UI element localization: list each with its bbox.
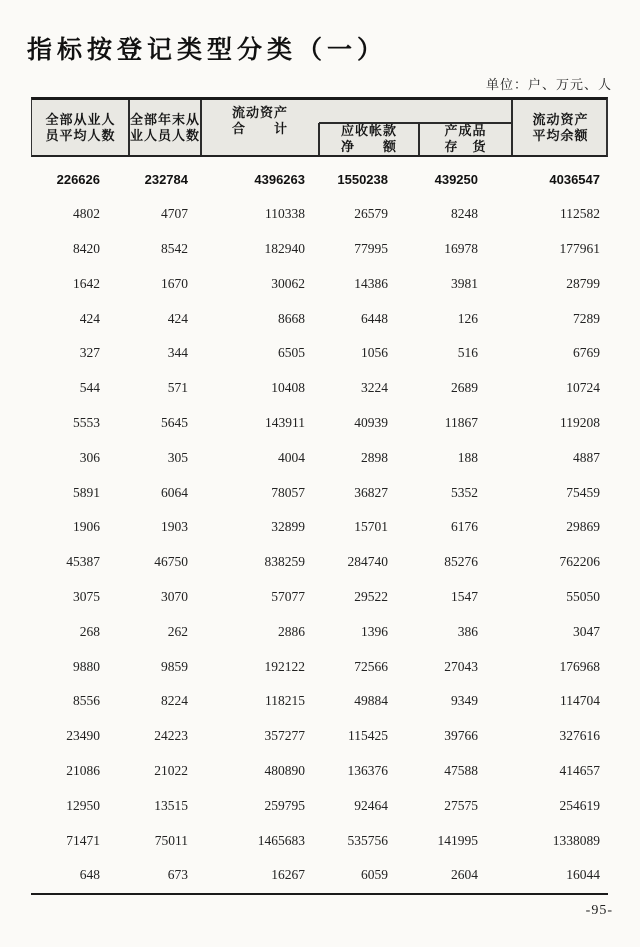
table-cell: 118215	[265, 693, 305, 709]
column-header-finished-goods-inventory	[419, 121, 512, 157]
table-cell: 5553	[73, 414, 100, 430]
table-row	[31, 788, 608, 823]
column-header-receivables-net	[319, 121, 419, 157]
table-cell: 10724	[566, 380, 600, 396]
table-cell: 254619	[559, 797, 600, 813]
table-cell: 30062	[271, 275, 305, 291]
table-cell: 12950	[66, 797, 100, 813]
table-row	[31, 545, 608, 580]
column-header-current-assets-total	[201, 102, 319, 140]
table-cell: 77995	[354, 240, 388, 256]
table-cell: 1642	[73, 275, 100, 291]
table-cell: 21022	[154, 762, 188, 778]
table-row	[31, 301, 608, 336]
table-cell: 8420	[73, 240, 100, 256]
table-cell: 8248	[451, 206, 478, 222]
table-row	[31, 475, 608, 510]
table-cell: 5891	[73, 484, 100, 500]
table-cell: 344	[167, 345, 188, 361]
table-cell: 6448	[361, 310, 388, 326]
table-cell: 1056	[361, 345, 388, 361]
table-row	[31, 684, 608, 719]
table-cell: 1338089	[552, 832, 600, 848]
column-header-label: 流动资产	[532, 111, 589, 127]
table-cell: 75011	[154, 832, 188, 848]
table-cell: 177961	[559, 240, 600, 256]
table-cell: 78057	[271, 484, 305, 500]
table-cell: 71471	[66, 832, 100, 848]
table-body	[31, 157, 608, 895]
table-cell: 1396	[361, 623, 388, 639]
table-cell: 648	[79, 867, 100, 883]
table-row	[31, 371, 608, 406]
table-cell: 3224	[361, 380, 388, 396]
table-cell: 8224	[161, 693, 188, 709]
table-cell: 535756	[347, 832, 388, 848]
table-row	[31, 197, 608, 232]
table-cell: 32899	[271, 519, 305, 535]
table-cell: 424	[167, 310, 188, 326]
table-cell: 762206	[559, 554, 600, 570]
table-cell: 29522	[354, 588, 388, 604]
table-cell: 114704	[560, 693, 600, 709]
table-cell: 72566	[354, 658, 388, 674]
table-cell: 386	[457, 623, 478, 639]
table-cell: 673	[167, 867, 188, 883]
column-header-label: 流动资产	[231, 105, 288, 120]
table-cell: 571	[167, 380, 188, 396]
table-cell: 110338	[265, 206, 305, 222]
table-cell: 45387	[66, 554, 100, 570]
column-header-current-assets-average	[512, 100, 609, 155]
table-row	[31, 232, 608, 267]
table-cell: 2689	[451, 380, 478, 396]
table-cell: 4887	[573, 449, 600, 465]
table-cell: 2898	[361, 449, 388, 465]
table-cell: 15701	[354, 519, 388, 535]
table-cell: 8668	[278, 310, 305, 326]
table-row	[31, 754, 608, 789]
table-cell: 39766	[444, 728, 478, 744]
table-cell: 112582	[560, 206, 600, 222]
table-cell: 6505	[278, 345, 305, 361]
table-cell: 424	[79, 310, 100, 326]
table-cell: 305	[167, 449, 188, 465]
table-cell: 46750	[154, 554, 188, 570]
table-cell: 4802	[73, 206, 100, 222]
table-cell: 11867	[444, 414, 478, 430]
table-cell: 480890	[264, 762, 305, 778]
page-number: -95-	[585, 903, 613, 918]
table-cell: 838259	[264, 554, 305, 570]
column-header-label: 存 货	[444, 139, 487, 154]
column-header-label: 平均余额	[532, 127, 589, 143]
table-cell: 284740	[347, 554, 388, 570]
table-cell: 2604	[451, 867, 478, 883]
table-row	[31, 440, 608, 475]
header-divider	[128, 100, 130, 155]
table-cell: 6059	[361, 867, 388, 883]
table-row	[31, 614, 608, 649]
table-cell: 5352	[451, 484, 478, 500]
header-divider	[318, 123, 320, 155]
page-title: 指标按登记类型分类（一）	[27, 36, 388, 64]
table-cell: 327	[79, 345, 100, 361]
table-cell: 4004	[278, 449, 305, 465]
table-cell: 141995	[437, 832, 478, 848]
table-cell: 1550238	[337, 171, 388, 187]
table-cell: 1903	[161, 519, 188, 535]
table-cell: 16044	[566, 867, 600, 883]
table-row	[31, 580, 608, 615]
table-row	[31, 649, 608, 684]
column-header-total-employees-average	[32, 100, 129, 155]
table-cell: 544	[79, 380, 100, 396]
table-cell: 24223	[154, 728, 188, 744]
table-cell: 4707	[161, 206, 188, 222]
header-subcolumn-divider	[319, 122, 512, 124]
table-cell: 85276	[444, 554, 478, 570]
table-cell: 9859	[161, 658, 188, 674]
column-header-label: 全部年末从	[129, 111, 200, 127]
table-cell: 7289	[573, 310, 600, 326]
column-header-yearend-employees	[129, 100, 201, 155]
table-row	[31, 510, 608, 545]
table-cell: 5645	[161, 414, 188, 430]
table-cell: 27575	[444, 797, 478, 813]
table-cell: 357277	[264, 728, 305, 744]
table-cell: 3070	[161, 588, 188, 604]
table-cell: 40939	[354, 414, 388, 430]
table-cell: 6176	[451, 519, 478, 535]
table-row	[31, 336, 608, 371]
table-cell: 176968	[559, 658, 600, 674]
table-cell: 27043	[444, 658, 478, 674]
table-cell: 16267	[271, 867, 305, 883]
table-cell: 327616	[559, 728, 600, 744]
table-cell: 6064	[161, 484, 188, 500]
table-cell: 268	[79, 623, 100, 639]
statistics-table	[31, 97, 608, 895]
table-cell: 259795	[264, 797, 305, 813]
table-row	[31, 823, 608, 858]
table-cell: 414657	[559, 762, 600, 778]
header-divider	[418, 123, 420, 155]
table-cell: 8542	[161, 240, 188, 256]
column-header-label: 净 额	[340, 139, 397, 154]
table-cell: 36827	[354, 484, 388, 500]
table-row	[31, 719, 608, 754]
table-cell: 29869	[566, 519, 600, 535]
table-cell: 23490	[66, 728, 100, 744]
table-row	[31, 858, 608, 893]
table-cell: 192122	[264, 658, 305, 674]
column-header-label: 员平均人数	[45, 127, 116, 143]
table-cell: 21086	[66, 762, 100, 778]
table-cell: 182940	[264, 240, 305, 256]
unit-note: 单位：户、万元、人	[485, 77, 612, 92]
column-header-label: 全部从业人	[45, 111, 116, 127]
table-total-row	[31, 162, 608, 197]
table-cell: 226626	[56, 171, 100, 187]
header-divider	[200, 100, 202, 155]
table-cell: 57077	[271, 588, 305, 604]
table-cell: 3047	[573, 623, 600, 639]
column-header-label: 合 计	[231, 121, 288, 136]
table-cell: 136376	[347, 762, 388, 778]
table-cell: 49884	[354, 693, 388, 709]
table-header	[31, 97, 608, 157]
table-cell: 55050	[566, 588, 600, 604]
table-cell: 28799	[566, 275, 600, 291]
table-cell: 232784	[144, 171, 188, 187]
table-cell: 10408	[271, 380, 305, 396]
table-cell: 306	[79, 449, 100, 465]
table-cell: 262	[167, 623, 188, 639]
table-cell: 126	[457, 310, 478, 326]
table-cell: 188	[457, 449, 478, 465]
table-cell: 16978	[444, 240, 478, 256]
table-cell: 2886	[278, 623, 305, 639]
table-cell: 4036547	[549, 171, 600, 187]
table-cell: 92464	[354, 797, 388, 813]
table-cell: 26579	[354, 206, 388, 222]
table-cell: 8556	[73, 693, 100, 709]
column-header-label: 产成品	[444, 123, 487, 138]
table-cell: 119208	[560, 414, 600, 430]
table-cell: 13515	[154, 797, 188, 813]
column-header-label: 业人员人数	[129, 127, 200, 143]
table-cell: 115425	[348, 728, 388, 744]
column-header-label: 应收帐款	[340, 123, 397, 138]
table-cell: 143911	[265, 414, 305, 430]
table-cell: 1906	[73, 519, 100, 535]
table-cell: 516	[457, 345, 478, 361]
table-row	[31, 406, 608, 441]
table-cell: 14386	[354, 275, 388, 291]
header-divider	[511, 100, 513, 155]
table-cell: 75459	[566, 484, 600, 500]
table-cell: 9880	[73, 658, 100, 674]
table-cell: 9349	[451, 693, 478, 709]
table-cell: 439250	[434, 171, 478, 187]
table-cell: 1465683	[257, 832, 305, 848]
table-cell: 1547	[451, 588, 478, 604]
table-cell: 4396263	[254, 171, 305, 187]
table-cell: 6769	[573, 345, 600, 361]
table-cell: 3075	[73, 588, 100, 604]
table-cell: 3981	[451, 275, 478, 291]
table-cell: 47588	[444, 762, 478, 778]
table-row	[31, 266, 608, 301]
table-cell: 1670	[161, 275, 188, 291]
